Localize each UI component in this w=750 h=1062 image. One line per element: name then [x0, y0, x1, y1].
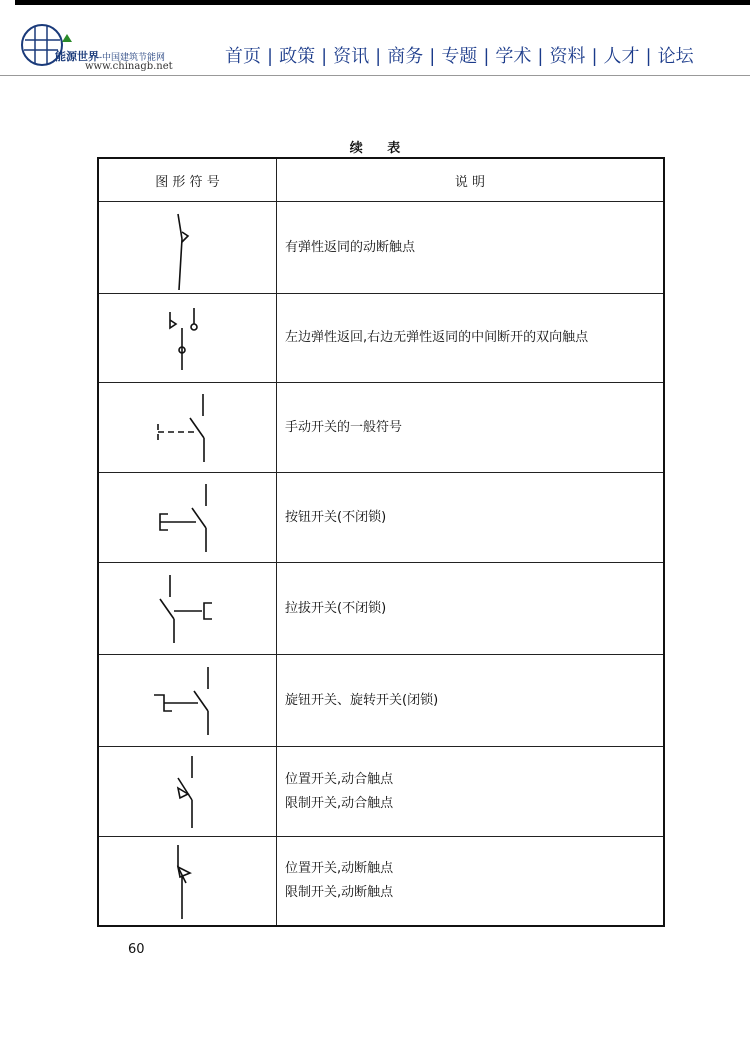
nav-link[interactable]: 资料 [549, 46, 586, 67]
symbol-cell [98, 473, 277, 563]
nav-separator: | [321, 46, 328, 67]
description-cell [277, 837, 665, 927]
nav-link[interactable]: 论坛 [657, 46, 694, 67]
symbol-cell [98, 383, 277, 473]
description-text: 旋钮开关、旋转开关(闭锁) [285, 692, 439, 708]
spring-return-break-contact-icon [148, 204, 228, 292]
manual-switch-icon [148, 384, 228, 472]
table-row [98, 294, 664, 383]
main-nav [225, 42, 694, 68]
symbol-table [97, 157, 665, 927]
table-row [98, 563, 664, 655]
nav-separator: | [483, 46, 490, 67]
symbol-cell [98, 655, 277, 747]
nav-link[interactable]: 资讯 [333, 46, 370, 67]
description-text: 位置开关,动合触点 限制开关,动合触点 [285, 771, 394, 811]
table-row [98, 837, 664, 927]
symbol-cell [98, 563, 277, 655]
nav-link[interactable]: 首页 [225, 46, 261, 67]
push-button-switch-icon [148, 474, 228, 562]
nav-separator: | [537, 46, 544, 67]
symbol-cell [98, 202, 277, 294]
description-cell [277, 655, 665, 747]
table-header-row [98, 158, 664, 202]
nav-separator: | [645, 46, 652, 67]
table-row [98, 383, 664, 473]
nav-separator: | [591, 46, 598, 67]
description-text: 左边弹性返回,右边无弹性返同的中间断开的双向触点 [285, 330, 589, 345]
position-make-contact-icon [148, 748, 228, 836]
description-cell [277, 747, 665, 837]
symbol-cell [98, 837, 277, 927]
table-row [98, 473, 664, 563]
table-row [98, 747, 664, 837]
pull-switch-icon [148, 565, 228, 653]
table-row [98, 655, 664, 747]
description-cell [277, 202, 665, 294]
description-text: 手动开关的一般符号 [285, 419, 403, 435]
description-cell [277, 294, 665, 383]
rotary-switch-icon [148, 657, 228, 745]
logo-url: www.chinagb.net [85, 61, 173, 72]
symbol-cell [98, 747, 277, 837]
description-text: 有弹性返同的动断触点 [285, 239, 416, 255]
description-cell [277, 563, 665, 655]
nav-link[interactable]: 人才 [603, 46, 640, 67]
nav-link[interactable]: 政策 [279, 46, 316, 67]
logo-name: 能源世界 [55, 50, 99, 63]
nav-separator: | [375, 46, 382, 67]
description-text: 位置开关,动断触点 限制开关,动断触点 [285, 861, 394, 900]
table-row [98, 202, 664, 294]
position-break-contact-icon [148, 837, 228, 925]
description-text: 按钮开关(不闭锁) [285, 509, 387, 525]
table-caption: 续 表 [349, 141, 401, 156]
header-divider [0, 75, 750, 76]
symbol-cell [98, 294, 277, 383]
header-symbol: 图 形 符 号 [98, 158, 277, 202]
nav-link[interactable]: 专题 [441, 46, 478, 67]
description-cell [277, 473, 665, 563]
nav-link[interactable]: 学术 [495, 46, 532, 67]
description-text: 拉拔开关(不闭锁) [285, 600, 387, 616]
header-description: 说 明 [277, 158, 665, 202]
description-cell [277, 383, 665, 473]
nav-separator: | [429, 46, 436, 67]
two-way-center-off-contact-icon [148, 294, 228, 382]
nav-separator: | [267, 46, 274, 67]
logo-sub: -中国建筑节能网 [99, 53, 166, 63]
nav-link[interactable]: 商务 [387, 46, 424, 67]
top-border [15, 0, 750, 5]
page-number: 60 [128, 942, 145, 957]
